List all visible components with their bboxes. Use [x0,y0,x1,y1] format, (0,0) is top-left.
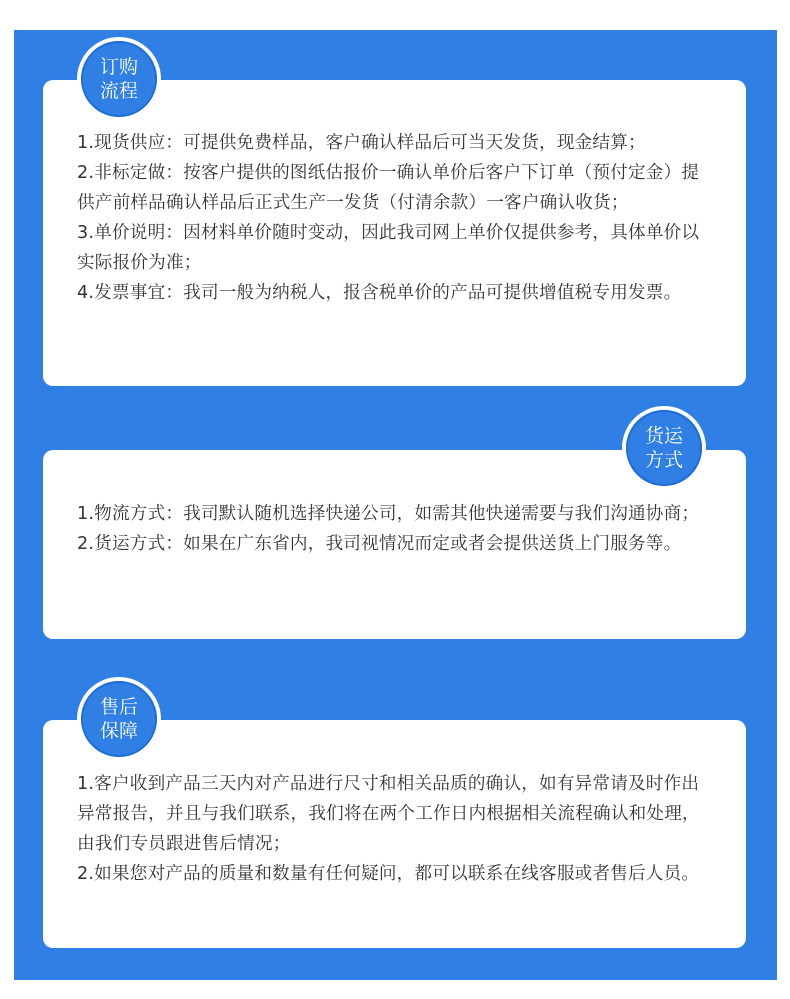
order-process-card [43,80,746,386]
order-item-4: 4.发票事宜：我司一般为纳税人，报含税单价的产品可提供增值税专用发票。 [77,283,682,303]
aftersale-badge-line1: 售后 [99,696,138,718]
order-badge-line1: 订购 [99,56,138,78]
shipping-badge-line1: 货运 [644,425,683,447]
aftersale-item-1: 1.客户收到产品三天内对产品进行尺寸和相关品质的确认，如有异常请及时作出异常报告，并且与我们联系，我们将在两个工作日内根据相关流程确认和处理，由我们专员跟进售后情况； [77,774,700,854]
shipping-badge-line2: 方式 [644,449,683,471]
shipping-item-1: 1.物流方式：我司默认随机选择快递公司，如需其他快递需要与我们沟通协商； [77,504,700,524]
aftersale-card [43,720,746,948]
aftersale-item-2: 2.如果您对产品的质量和数量有任何疑问，都可以联系在线客服或者售后人员。 [77,864,700,884]
order-badge-line2: 流程 [99,80,138,102]
shipping-item-2: 2.货运方式：如果在广东省内，我司视情况而定或者会提供送货上门服务等。 [77,534,682,554]
aftersale-badge [77,677,161,761]
order-item-2: 2.非标定做：按客户提供的图纸估报价一确认单价后客户下订单（预付定金）提供产前样品确认样品后正式生产一发货（付清余款）一客户确认收货； [77,163,700,213]
order-item-3: 3.单价说明：因材料单价随时变动，因此我司网上单价仅提供参考，具体单价以实际报价为准； [77,223,700,273]
order-item-1: 1.现货供应：可提供免费样品，客户确认样品后可当天发货，现金结算； [77,133,646,153]
aftersale-badge-line2: 保障 [99,720,138,742]
shipping-method-badge [622,406,706,490]
order-process-badge [77,37,161,121]
